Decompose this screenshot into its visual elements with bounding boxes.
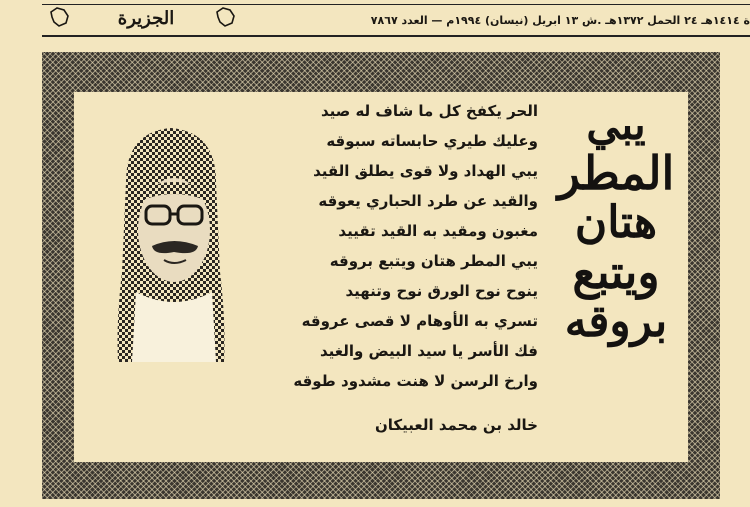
title-line: يبي [586,100,646,149]
poem-line: وارخ الرسن لا هنت مشدود طوقه [293,372,538,390]
title-line: هتان [574,196,658,248]
title-line: المطر [557,146,675,201]
poem-line: ينوح نوح الورق نوح وتنهيد [345,282,538,300]
title-line: ويتبع [572,245,660,300]
dateline: ة ١٤١٤هـ ٢٤ الحمل ١٣٧٢هـ .ش ١٣ ابريل (نيسان) ١٩٩٤م — العدد ٧٨٦٧ [370,14,750,27]
newspaper-logo: الجزيرة [117,8,175,29]
masthead-bottom-rule [42,35,750,37]
saudi-map-icon [48,6,70,28]
saudi-map-icon [214,6,236,28]
poem-line: يبي الهداد ولا قوى يطلق القيد [313,162,538,180]
poem-line: يبي المطر هتان ويتبع بروقه [329,252,538,270]
poem-line: تسري به الأوهام لا قصى عروقه [301,312,538,330]
poem-line: والقيد عن طرد الحباري يعوقه [318,192,538,210]
masthead [42,4,750,36]
poem-line: فك الأسر يا سيد البيض والغيد [319,342,538,360]
poem-line: وعليك طيري حابساته سبوقه [326,132,538,150]
poem-line: الحر يكفخ كل ما شاف له صيد [320,102,538,120]
poem-line: مغبون ومقيد به القيد تقييد [338,222,538,240]
poem-title [552,102,680,346]
poem-frame [42,52,720,499]
title-line: بروقه [564,295,668,347]
poet-name: خالد بن محمد العبيكان [374,416,538,434]
poem-verses [234,96,538,396]
poem-panel [74,92,688,462]
poet-photo [116,122,226,362]
masthead-top-rule [42,4,750,5]
